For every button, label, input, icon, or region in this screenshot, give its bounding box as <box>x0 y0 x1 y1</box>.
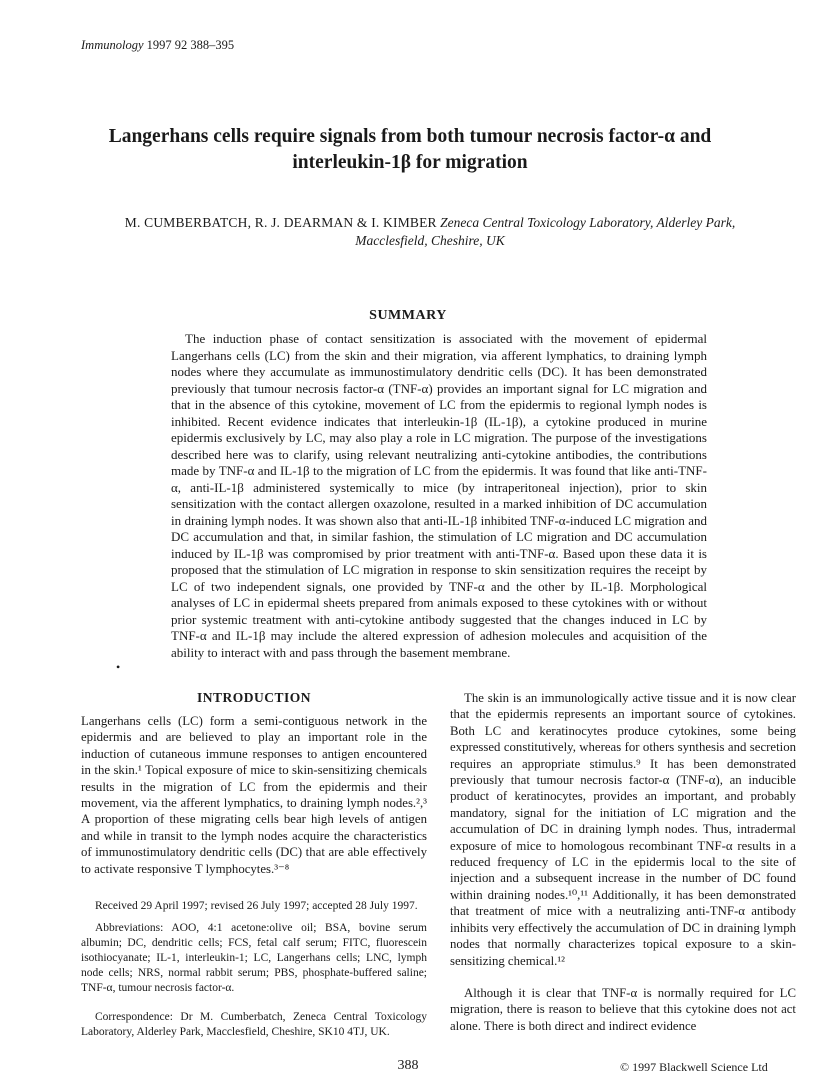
introduction-paragraph-right-1: The skin is an immunologically active tissue and it is now clear that the epidermis represents an important source of cytokines. Both LC and keratinocytes produce cytokines, some being expressed constitutively, whereas for others synthesis and secretion requires an appropriate stimulus.⁹ It has been demonstrated previously that tumour necrosis factor-α (TNF-α), an inducible product of keratinocytes, provides an important, and probably mandatory, signal for the initiation of LC migration and the accumulation of DC in draining lymph nodes. Thus, intradermal exposure of mice to homologous recombinant TNF-α results in a reduced frequency of LC in the epidermis local to the site of injection and a subsequent increase in the number of DC found within draining nodes.¹⁰,¹¹ Additionally, it has been demonstrated that treatment of mice with a neutralizing anti-TNF-α antibody inhibits very effectively the accumulation of DC in draining lymph nodes that normally characterizes topical exposure to a skin-sensitizing chemical.¹² <box>450 691 796 968</box>
journal-citation <box>81 38 234 53</box>
copyright-notice: © 1997 Blackwell Science Ltd <box>620 1060 768 1074</box>
abbreviations-footnote: Abbreviations: AOO, 4:1 acetone:olive oil; BSA, bovine serum albumin; DC, dendritic cells; FCS, fetal calf serum; FITC, fluorescein isothiocyanate; IL-1, interleukin-1; LC, Langerhans cells; LNC, lymph node cells; NRS, normal rabbit serum; PBS, phosphate-buffered saline; TNF-α, tumour necrosis factor-α. <box>81 922 427 994</box>
received-dates: Received 29 April 1997; revised 26 July 1997; accepted 28 July 1997. <box>95 900 418 912</box>
journal-name: Immunology <box>81 38 144 52</box>
journal-volume-pages: 1997 92 388–395 <box>146 38 235 52</box>
summary-text: The induction phase of contact sensitization is associated with the movement of epidermal Langerhans cells (LC) from the skin and their migration, via afferent lymphatics, to draining lymph nodes where they accumulate as immunostimulatory dendritic cells (DC). It has been demonstrated previously that tumour necrosis factor-α (TNF-α) provides an important signal for LC migration and that in the absence of this cytokine, movement of LC from the epidermis to regional lymph nodes is inhibited. Recent evidence indicates that interleukin-1β (IL-1β), a cytokine produced in murine epidermis exclusively by LC, may also play a role in LC migration. The purpose of the investigations described here was to clarify, using relevant neutralizing anti-cytokine antibodies, the contributions made by TNF-α and IL-1β to the migration of LC from the epidermis. It was found that like anti-TNF-α, anti-IL-1β administered systemically to mice (by intraperitoneal injection), prior to skin sensitization with the contact allergen oxazolone, resulted in a marked inhibition of DC accumulation in draining lymph nodes. It was shown also that anti-IL-1β inhibited TNF-α-induced LC migration and DC accumulation and that, in similar fashion, the stimulation of LC migration and DC accumulation induced by IL-1β was compromised by prior treatment with anti-TNF-α. Based upon these data it is proposed that the stimulation of LC migration in response to skin sensitization requires the receipt by LC of two independent signals, one provided by TNF-α and the other by IL-1β. Morphological analyses of LC in epidermal sheets prepared from animals exposed to these cytokines with or without prior systemic treatment with anti-cytokine antibody suggested that the changes induced in LC by TNF-α and IL-1β may include the altered expression of adhesion molecules and acquisition of the ability to interact with and pass through the basement membrane. <box>171 331 707 660</box>
summary-heading: SUMMARY <box>369 308 447 323</box>
introduction-paragraph-left: Langerhans cells (LC) form a semi-contiguous network in the epidermis and are believed to play an important role in the induction of cutaneous immune responses to antigen encountered in the skin.¹ Topical exposure of mice to skin-sensitizing chemicals results in the migration of LC from the epidermis and their movement, via the afferent lymphatics, to draining lymph nodes.²,³ A proportion of these migrating cells bear high levels of antigen and while in transit to the lymph nodes acquire the characteristics of immunostimulatory dendritic cells (DC) that are able effectively to activate responsive T lymphocytes.³⁻⁸ <box>81 714 427 876</box>
correspondence-footnote: Correspondence: Dr M. Cumberbatch, Zeneca Central Toxicology Laboratory, Alderley Park, Macclesfield, Cheshire, SK10 4TJ, UK. <box>81 1011 427 1038</box>
article-title: Langerhans cells require signals from both tumour necrosis factor-α and interleukin-1β for migration <box>108 126 712 173</box>
page-number: 388 <box>397 1058 419 1073</box>
author-names: M. CUMBERBATCH, R. J. DEARMAN & I. KIMBER <box>124 215 437 230</box>
stray-mark: • <box>116 660 121 674</box>
introduction-heading: INTRODUCTION <box>196 690 311 705</box>
author-affiliation: Zeneca Central Toxicology Laboratory, Alderley Park, Macclesfield, Cheshire, UK <box>355 215 736 248</box>
introduction-paragraph-right-2: Although it is clear that TNF-α is normally required for LC migration, there is reason to believe that this cytokine does not act alone. There is both direct and indirect evidence <box>450 986 796 1033</box>
author-block <box>110 214 750 250</box>
